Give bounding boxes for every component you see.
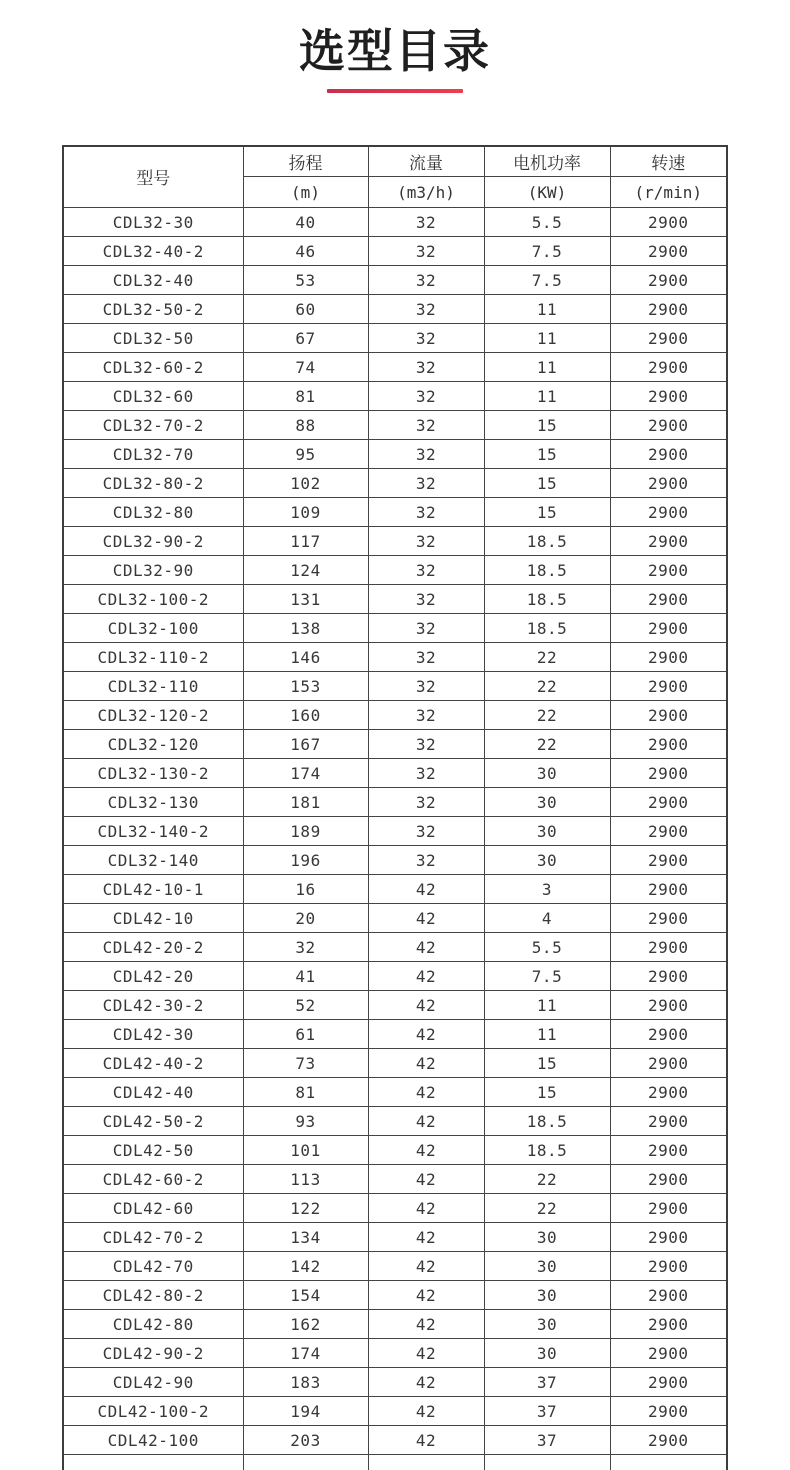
head-cell: 174 xyxy=(243,759,368,788)
flow-cell: 32 xyxy=(368,817,484,846)
model-cell: CDL32-40 xyxy=(63,266,243,295)
power-cell: 11 xyxy=(484,295,610,324)
speed-cell: 2900 xyxy=(610,237,727,266)
head-cell: 162 xyxy=(243,1310,368,1339)
model-cell: CDL32-110 xyxy=(63,672,243,701)
head-cell: 134 xyxy=(243,1223,368,1252)
flow-cell: 42 xyxy=(368,1252,484,1281)
column-header-speed: 转速 xyxy=(610,146,727,177)
power-cell: 30 xyxy=(484,1252,610,1281)
model-cell: CDL32-90-2 xyxy=(63,527,243,556)
table-row xyxy=(63,266,727,295)
model-cell: CDL32-110-2 xyxy=(63,643,243,672)
flow-cell: 42 xyxy=(368,1165,484,1194)
flow-cell: 32 xyxy=(368,759,484,788)
model-cell: CDL42-70-2 xyxy=(63,1223,243,1252)
table-row xyxy=(63,1194,727,1223)
power-cell: 11 xyxy=(484,382,610,411)
table-row xyxy=(63,1049,727,1078)
speed-cell: 2900 xyxy=(610,295,727,324)
power-cell: 15 xyxy=(484,1078,610,1107)
table-row xyxy=(63,1020,727,1049)
table-row xyxy=(63,585,727,614)
head-cell: 93 xyxy=(243,1107,368,1136)
table-row xyxy=(63,759,727,788)
model-cell: CDL42-80-2 xyxy=(63,1281,243,1310)
flow-cell: 42 xyxy=(368,1049,484,1078)
table-row-partial xyxy=(63,1455,727,1470)
table-row xyxy=(63,614,727,643)
model-cell: CDL32-130 xyxy=(63,788,243,817)
flow-cell: 42 xyxy=(368,991,484,1020)
flow-cell: 32 xyxy=(368,614,484,643)
head-cell: 73 xyxy=(243,1049,368,1078)
model-cell: CDL32-80-2 xyxy=(63,469,243,498)
table-row xyxy=(63,846,727,875)
power-cell: 37 xyxy=(484,1368,610,1397)
speed-cell: 2900 xyxy=(610,382,727,411)
speed-cell: 2900 xyxy=(610,730,727,759)
head-cell: 117 xyxy=(243,527,368,556)
table-row xyxy=(63,788,727,817)
power-cell: 30 xyxy=(484,1310,610,1339)
power-cell: 22 xyxy=(484,672,610,701)
head-cell: 88 xyxy=(243,411,368,440)
flow-cell: 42 xyxy=(368,1426,484,1455)
speed-cell: 2900 xyxy=(610,875,727,904)
table-row xyxy=(63,643,727,672)
flow-cell: 32 xyxy=(368,411,484,440)
table-row xyxy=(63,1310,727,1339)
power-cell: 30 xyxy=(484,846,610,875)
empty-cell xyxy=(484,1455,610,1470)
head-cell: 20 xyxy=(243,904,368,933)
table-row xyxy=(63,469,727,498)
model-cell: CDL32-70-2 xyxy=(63,411,243,440)
column-header-head: 扬程 xyxy=(243,146,368,177)
speed-cell: 2900 xyxy=(610,527,727,556)
head-cell: 53 xyxy=(243,266,368,295)
table-row xyxy=(63,1397,727,1426)
power-cell: 30 xyxy=(484,1223,610,1252)
table-row xyxy=(63,701,727,730)
table-row xyxy=(63,527,727,556)
table-row xyxy=(63,1165,727,1194)
table-row xyxy=(63,672,727,701)
power-cell: 5.5 xyxy=(484,208,610,237)
model-cell: CDL32-80 xyxy=(63,498,243,527)
model-cell: CDL32-40-2 xyxy=(63,237,243,266)
model-cell: CDL42-60-2 xyxy=(63,1165,243,1194)
head-cell: 138 xyxy=(243,614,368,643)
model-cell: CDL42-40 xyxy=(63,1078,243,1107)
table-row xyxy=(63,1223,727,1252)
column-header-power: 电机功率 xyxy=(484,146,610,177)
speed-cell: 2900 xyxy=(610,614,727,643)
flow-cell: 32 xyxy=(368,237,484,266)
model-cell: CDL42-50 xyxy=(63,1136,243,1165)
table-row xyxy=(63,498,727,527)
power-cell: 22 xyxy=(484,643,610,672)
speed-cell: 2900 xyxy=(610,1078,727,1107)
head-cell: 46 xyxy=(243,237,368,266)
head-cell: 146 xyxy=(243,643,368,672)
column-header-model: 型号 xyxy=(63,146,243,208)
power-cell: 18.5 xyxy=(484,585,610,614)
head-cell: 194 xyxy=(243,1397,368,1426)
flow-cell: 42 xyxy=(368,1136,484,1165)
flow-cell: 42 xyxy=(368,1368,484,1397)
power-cell: 30 xyxy=(484,1281,610,1310)
table-row xyxy=(63,875,727,904)
speed-cell: 2900 xyxy=(610,904,727,933)
table-row xyxy=(63,933,727,962)
power-cell: 22 xyxy=(484,701,610,730)
flow-cell: 32 xyxy=(368,730,484,759)
power-cell: 4 xyxy=(484,904,610,933)
speed-cell: 2900 xyxy=(610,1252,727,1281)
speed-cell: 2900 xyxy=(610,846,727,875)
speed-cell: 2900 xyxy=(610,1194,727,1223)
model-cell: CDL42-40-2 xyxy=(63,1049,243,1078)
column-unit-head: (m) xyxy=(243,177,368,208)
power-cell: 18.5 xyxy=(484,1107,610,1136)
column-header-flow: 流量 xyxy=(368,146,484,177)
flow-cell: 32 xyxy=(368,324,484,353)
flow-cell: 32 xyxy=(368,701,484,730)
model-cell: CDL42-20 xyxy=(63,962,243,991)
head-cell: 167 xyxy=(243,730,368,759)
head-cell: 41 xyxy=(243,962,368,991)
speed-cell: 2900 xyxy=(610,788,727,817)
table-row xyxy=(63,1368,727,1397)
power-cell: 11 xyxy=(484,991,610,1020)
power-cell: 3 xyxy=(484,875,610,904)
model-cell: CDL32-100 xyxy=(63,614,243,643)
flow-cell: 32 xyxy=(368,672,484,701)
table-row xyxy=(63,353,727,382)
power-cell: 7.5 xyxy=(484,266,610,295)
flow-cell: 42 xyxy=(368,1194,484,1223)
head-cell: 154 xyxy=(243,1281,368,1310)
flow-cell: 42 xyxy=(368,1107,484,1136)
speed-cell: 2900 xyxy=(610,1136,727,1165)
power-cell: 37 xyxy=(484,1397,610,1426)
table-row xyxy=(63,817,727,846)
head-cell: 95 xyxy=(243,440,368,469)
head-cell: 122 xyxy=(243,1194,368,1223)
flow-cell: 42 xyxy=(368,1397,484,1426)
head-cell: 74 xyxy=(243,353,368,382)
model-cell: CDL32-140-2 xyxy=(63,817,243,846)
power-cell: 22 xyxy=(484,1165,610,1194)
head-cell: 142 xyxy=(243,1252,368,1281)
speed-cell: 2900 xyxy=(610,1020,727,1049)
power-cell: 11 xyxy=(484,324,610,353)
speed-cell: 2900 xyxy=(610,208,727,237)
power-cell: 15 xyxy=(484,469,610,498)
table-row xyxy=(63,440,727,469)
table-row xyxy=(63,1281,727,1310)
speed-cell: 2900 xyxy=(610,1310,727,1339)
power-cell: 30 xyxy=(484,759,610,788)
model-cell: CDL42-50-2 xyxy=(63,1107,243,1136)
flow-cell: 42 xyxy=(368,1339,484,1368)
flow-cell: 32 xyxy=(368,295,484,324)
table-row xyxy=(63,1107,727,1136)
head-cell: 40 xyxy=(243,208,368,237)
speed-cell: 2900 xyxy=(610,1107,727,1136)
model-cell: CDL32-60 xyxy=(63,382,243,411)
table-row xyxy=(63,382,727,411)
head-cell: 153 xyxy=(243,672,368,701)
table-row xyxy=(63,411,727,440)
column-unit-power: (KW) xyxy=(484,177,610,208)
model-cell: CDL42-10 xyxy=(63,904,243,933)
flow-cell: 32 xyxy=(368,498,484,527)
empty-cell xyxy=(610,1455,727,1470)
model-cell: CDL32-130-2 xyxy=(63,759,243,788)
empty-cell xyxy=(63,1455,243,1470)
power-cell: 18.5 xyxy=(484,1136,610,1165)
table-header xyxy=(63,146,727,208)
speed-cell: 2900 xyxy=(610,353,727,382)
head-cell: 131 xyxy=(243,585,368,614)
head-cell: 203 xyxy=(243,1426,368,1455)
speed-cell: 2900 xyxy=(610,469,727,498)
head-cell: 32 xyxy=(243,933,368,962)
speed-cell: 2900 xyxy=(610,817,727,846)
speed-cell: 2900 xyxy=(610,1281,727,1310)
head-cell: 52 xyxy=(243,991,368,1020)
flow-cell: 32 xyxy=(368,382,484,411)
table-row xyxy=(63,556,727,585)
model-cell: CDL32-50-2 xyxy=(63,295,243,324)
speed-cell: 2900 xyxy=(610,701,727,730)
table-row xyxy=(63,237,727,266)
model-cell: CDL42-90 xyxy=(63,1368,243,1397)
head-cell: 81 xyxy=(243,382,368,411)
flow-cell: 32 xyxy=(368,208,484,237)
head-cell: 61 xyxy=(243,1020,368,1049)
power-cell: 15 xyxy=(484,440,610,469)
table-row xyxy=(63,208,727,237)
speed-cell: 2900 xyxy=(610,498,727,527)
head-cell: 189 xyxy=(243,817,368,846)
flow-cell: 32 xyxy=(368,440,484,469)
model-cell: CDL32-120 xyxy=(63,730,243,759)
table-row xyxy=(63,1252,727,1281)
head-cell: 113 xyxy=(243,1165,368,1194)
model-cell: CDL42-70 xyxy=(63,1252,243,1281)
table-row xyxy=(63,962,727,991)
flow-cell: 42 xyxy=(368,1310,484,1339)
power-cell: 7.5 xyxy=(484,962,610,991)
model-cell: CDL32-60-2 xyxy=(63,353,243,382)
power-cell: 30 xyxy=(484,788,610,817)
speed-cell: 2900 xyxy=(610,991,727,1020)
flow-cell: 42 xyxy=(368,933,484,962)
flow-cell: 42 xyxy=(368,1020,484,1049)
model-cell: CDL42-60 xyxy=(63,1194,243,1223)
speed-cell: 2900 xyxy=(610,1397,727,1426)
speed-cell: 2900 xyxy=(610,759,727,788)
model-cell: CDL42-30 xyxy=(63,1020,243,1049)
head-cell: 60 xyxy=(243,295,368,324)
table-row xyxy=(63,1339,727,1368)
selection-catalog-table xyxy=(62,145,728,1470)
power-cell: 11 xyxy=(484,353,610,382)
flow-cell: 42 xyxy=(368,1078,484,1107)
model-cell: CDL42-10-1 xyxy=(63,875,243,904)
table-row xyxy=(63,1078,727,1107)
flow-cell: 42 xyxy=(368,904,484,933)
flow-cell: 42 xyxy=(368,1281,484,1310)
power-cell: 5.5 xyxy=(484,933,610,962)
flow-cell: 32 xyxy=(368,469,484,498)
head-cell: 101 xyxy=(243,1136,368,1165)
speed-cell: 2900 xyxy=(610,411,727,440)
speed-cell: 2900 xyxy=(610,1426,727,1455)
speed-cell: 2900 xyxy=(610,1368,727,1397)
model-cell: CDL32-140 xyxy=(63,846,243,875)
flow-cell: 32 xyxy=(368,788,484,817)
speed-cell: 2900 xyxy=(610,585,727,614)
power-cell: 30 xyxy=(484,1339,610,1368)
speed-cell: 2900 xyxy=(610,556,727,585)
head-cell: 196 xyxy=(243,846,368,875)
power-cell: 15 xyxy=(484,411,610,440)
power-cell: 7.5 xyxy=(484,237,610,266)
head-cell: 174 xyxy=(243,1339,368,1368)
flow-cell: 32 xyxy=(368,643,484,672)
model-cell: CDL32-70 xyxy=(63,440,243,469)
empty-cell xyxy=(243,1455,368,1470)
flow-cell: 42 xyxy=(368,1223,484,1252)
head-cell: 81 xyxy=(243,1078,368,1107)
power-cell: 11 xyxy=(484,1020,610,1049)
speed-cell: 2900 xyxy=(610,672,727,701)
model-cell: CDL32-90 xyxy=(63,556,243,585)
speed-cell: 2900 xyxy=(610,324,727,353)
title-underline-rule xyxy=(327,89,463,93)
flow-cell: 32 xyxy=(368,266,484,295)
power-cell: 18.5 xyxy=(484,556,610,585)
flow-cell: 42 xyxy=(368,875,484,904)
model-cell: CDL32-50 xyxy=(63,324,243,353)
head-cell: 183 xyxy=(243,1368,368,1397)
flow-cell: 32 xyxy=(368,556,484,585)
power-cell: 22 xyxy=(484,730,610,759)
flow-cell: 32 xyxy=(368,353,484,382)
power-cell: 37 xyxy=(484,1426,610,1455)
speed-cell: 2900 xyxy=(610,266,727,295)
table-row xyxy=(63,295,727,324)
model-cell: CDL42-30-2 xyxy=(63,991,243,1020)
head-cell: 124 xyxy=(243,556,368,585)
power-cell: 18.5 xyxy=(484,614,610,643)
flow-cell: 32 xyxy=(368,846,484,875)
speed-cell: 2900 xyxy=(610,933,727,962)
model-cell: CDL42-20-2 xyxy=(63,933,243,962)
head-cell: 160 xyxy=(243,701,368,730)
header-label-row xyxy=(63,146,727,177)
head-cell: 16 xyxy=(243,875,368,904)
model-cell: CDL32-120-2 xyxy=(63,701,243,730)
empty-cell xyxy=(368,1455,484,1470)
table-row xyxy=(63,1136,727,1165)
table-body xyxy=(63,208,727,1470)
model-cell: CDL32-30 xyxy=(63,208,243,237)
model-cell: CDL42-90-2 xyxy=(63,1339,243,1368)
speed-cell: 2900 xyxy=(610,1223,727,1252)
page-title: 选型目录 xyxy=(299,24,491,78)
head-cell: 109 xyxy=(243,498,368,527)
table-row xyxy=(63,730,727,759)
model-cell: CDL42-100-2 xyxy=(63,1397,243,1426)
speed-cell: 2900 xyxy=(610,643,727,672)
table-row xyxy=(63,1426,727,1455)
head-cell: 102 xyxy=(243,469,368,498)
power-cell: 30 xyxy=(484,817,610,846)
speed-cell: 2900 xyxy=(610,1165,727,1194)
table-row xyxy=(63,991,727,1020)
flow-cell: 42 xyxy=(368,962,484,991)
head-cell: 67 xyxy=(243,324,368,353)
column-unit-speed: (r/min) xyxy=(610,177,727,208)
model-cell: CDL32-100-2 xyxy=(63,585,243,614)
flow-cell: 32 xyxy=(368,527,484,556)
speed-cell: 2900 xyxy=(610,1049,727,1078)
power-cell: 15 xyxy=(484,498,610,527)
column-unit-flow: (m3/h) xyxy=(368,177,484,208)
power-cell: 22 xyxy=(484,1194,610,1223)
table-row xyxy=(63,904,727,933)
power-cell: 15 xyxy=(484,1049,610,1078)
head-cell: 181 xyxy=(243,788,368,817)
power-cell: 18.5 xyxy=(484,527,610,556)
speed-cell: 2900 xyxy=(610,962,727,991)
table-row xyxy=(63,324,727,353)
model-cell: CDL42-80 xyxy=(63,1310,243,1339)
speed-cell: 2900 xyxy=(610,1339,727,1368)
model-cell: CDL42-100 xyxy=(63,1426,243,1455)
flow-cell: 32 xyxy=(368,585,484,614)
speed-cell: 2900 xyxy=(610,440,727,469)
